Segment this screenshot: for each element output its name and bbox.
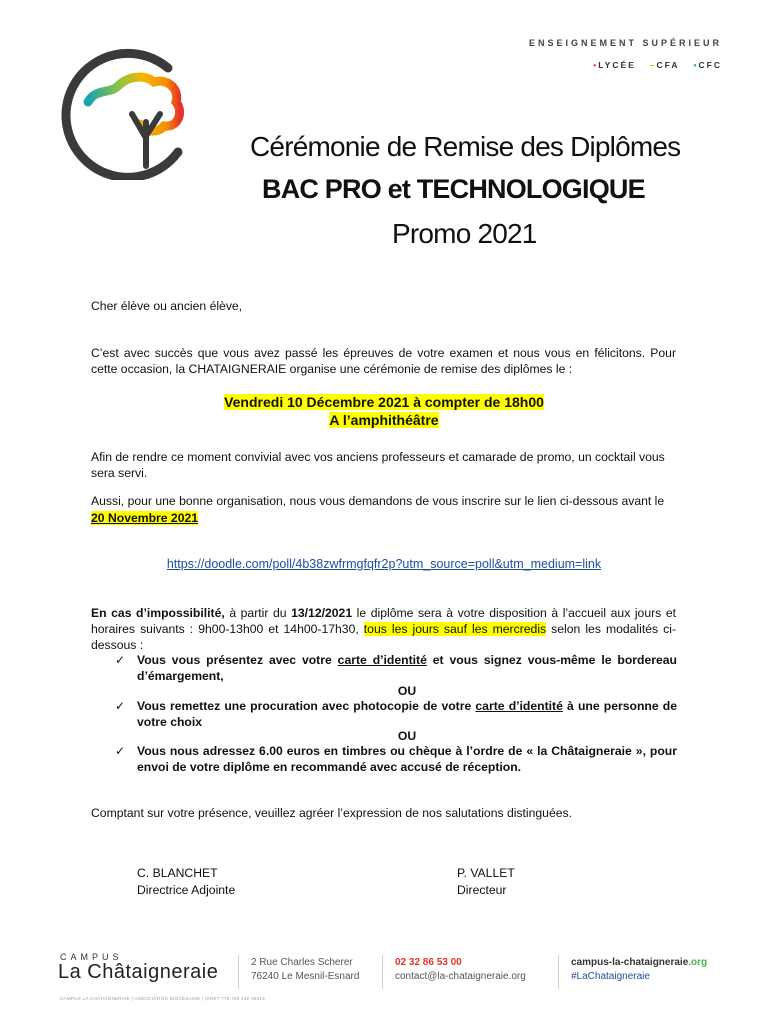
or-separator-1: OU [397,684,417,698]
or-separator-2: OU [397,729,417,743]
signature-right [457,865,515,898]
footer-contact [395,956,526,984]
option-2: ✓ Vous remettez une procuration avec photocopie de votre carte d’identité à une personne de votre choix [115,699,677,729]
closing-paragraph: Comptant sur votre présence, veuillez agréer l’expression de nos salutations distinguées. [91,806,572,820]
event-date: Vendredi 10 Décembre 2021 à compter de 18h00 [224,394,544,410]
footer-address: 2 Rue Charles Scherer 76240 Le Mesnil-Esnard [251,957,360,982]
header-label: ENSEIGNEMENT SUPÉRIEUR [528,38,722,48]
check-icon: ✓ [115,653,126,667]
deadline: 20 Novembre 2021 [91,511,199,525]
footer-legal: CAMPUS LA CHATAIGNERAIE | ASSOCIATION DIOCÉSAINE | SIRET 775 760 442 00015 [60,996,266,1001]
register-paragraph: Aussi, pour une bonne organisation, nous vous demandons de vous inscrire sur le lien ci-dessous avant le [91,494,665,508]
title-line-3: Promo 2021 [392,218,537,249]
intro-paragraph: C’est avec succès que vous avez passé les épreuves de votre examen et nous vous en félicitons. Pour cette occasion, la CHATAIGNERAIE organise une cérémonie de remise des diplômes le : [91,346,676,376]
salutation: Cher élève ou ancien élève, [91,299,243,313]
footer-hashtag: #LaChataigneraie [571,971,650,982]
footer-campus: CAMPUS [60,952,123,962]
title-line-1: Cérémonie de Remise des Diplômes [250,131,681,162]
footer-divider [558,955,559,989]
doodle-link-wrap [0,556,768,572]
signature-left [137,865,235,898]
signatory-role: Directrice Adjointe [137,883,236,897]
footer-phone: 02 32 86 53 00 [395,957,462,968]
footer-site[interactable]: campus-la-chataigneraie.org [571,957,708,968]
footer-email[interactable]: contact@la-chataigneraie.org [395,971,526,982]
signatory-name: C. BLANCHET [137,866,218,880]
option-3: ✓ Vous nous adressez 6.00 euros en timbres ou chèque à l’ordre de « la Châtaigneraie », pour envoi de votre diplôme en recommandé avec accusé de réception. [115,744,677,774]
check-icon: ✓ [115,699,126,713]
doodle-link[interactable]: https://doodle.com/poll/4b38zwfrmgfqfr2p?utm_source=poll&utm_medium=link [166,557,602,571]
footer-web [571,956,707,984]
footer-brand: La Châtaigneraie [58,961,219,983]
footer-divider [382,955,383,989]
impossibility-paragraph: En cas d’impossibilité, à partir du 13/12/2021 le diplôme sera à votre disposition à l’accueil aux jours et horaires suivants : 9h00-13h00 et 14h00-17h30, tous les jours sauf les mercredis selon les modalités ci-dessous : [91,606,677,652]
option-1: ✓ Vous vous présentez avec votre carte d’identité et vous signez vous-même le bordereau d’émargement, [115,653,677,683]
header-sub: •LYCÉE –CFA •CFC [593,60,722,70]
title-line-2: BAC PRO et TECHNOLOGIQUE [262,174,645,204]
campus-logo [58,40,198,180]
signatory-role: Directeur [457,883,507,897]
footer-divider [238,955,239,989]
signatory-name: P. VALLET [457,866,515,880]
check-icon: ✓ [115,744,126,758]
event-place: A l’amphithéâtre [329,412,439,428]
cocktail-paragraph: Afin de rendre ce moment convivial avec vos anciens professeurs et camarade de promo, un cocktail vous sera servi. [91,450,665,480]
